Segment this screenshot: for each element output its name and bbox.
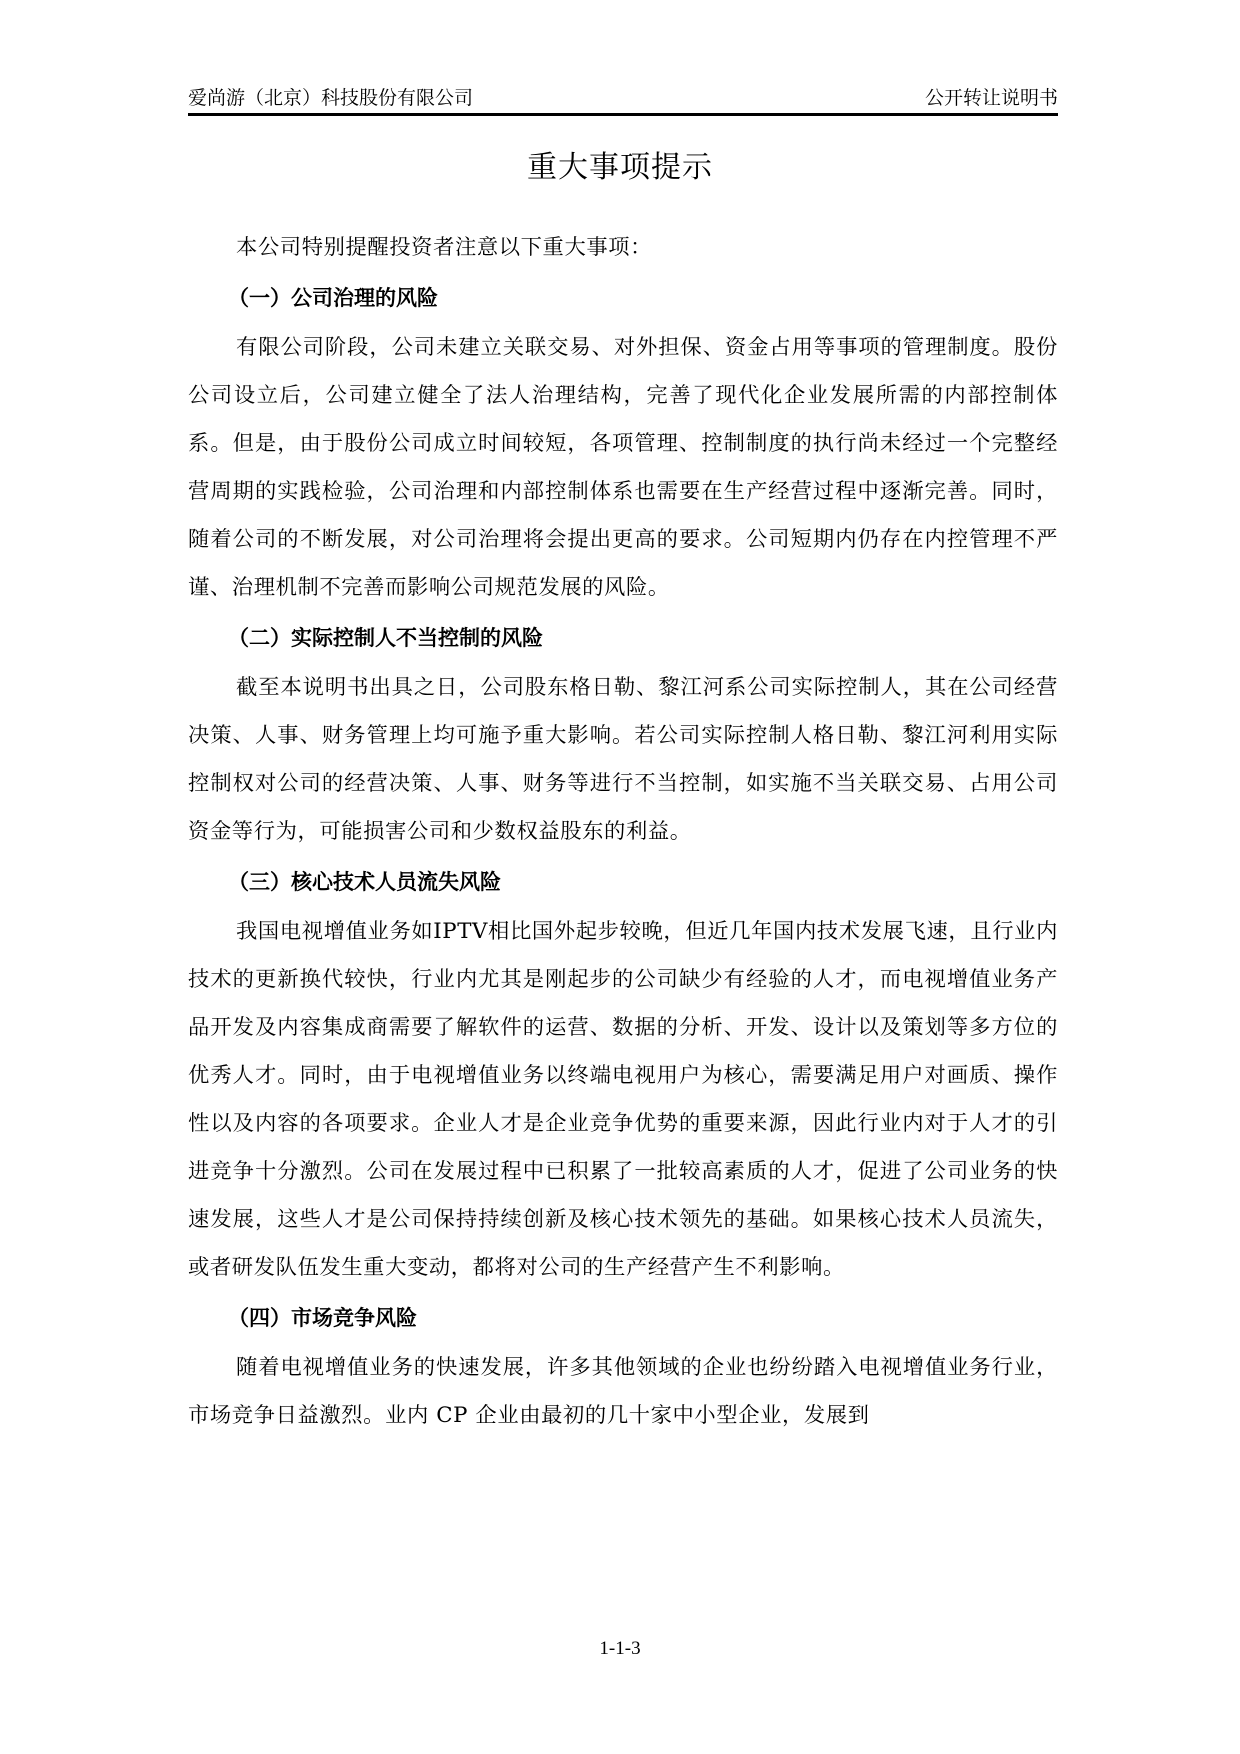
section-paragraph: 截至本说明书出具之日，公司股东格日勒、黎江河系公司实际控制人，其在公司经营决策、人事、财务管理上均可施予重大影响。若公司实际控制人格日勒、黎江河利用实际控制权对公司的经营决策、人事、财务等进行不当控制，如实施不当关联交易、占用公司资金等行为，可能损害公司和少数权益股东的利益。 <box>188 675 1058 844</box>
section-governance-risk <box>188 272 1058 612</box>
section-paragraph: 我国电视增值业务如IPTV相比国外起步较晚，但近几年国内技术发展飞速，且行业内技术的更新换代较快，行业内尤其是刚起步的公司缺少有经验的人才，而电视增值业务产品开发及内容集成商需要了解软件的运营、数据的分析、开发、设计以及策划等多方位的优秀人才。同时，由于电视增值业务以终端电视用户为核心，需要满足用户对画质、操作性以及内容的各项要求。企业人才是企业竞争优势的重要来源，因此行业内对于人才的引进竞争十分激烈。公司在发展过程中已积累了一批较高素质的人才，促进了公司业务的快速发展，这些人才是公司保持持续创新及核心技术领先的基础。如果核心技术人员流失，或者研发队伍发生重大变动，都将对公司的生产经营产生不利影响。 <box>188 919 1058 1280</box>
section-heading: （二）实际控制人不当控制的风险 <box>228 626 543 650</box>
header-document-type: 公开转让说明书 <box>924 87 1058 109</box>
page-title: 重大事项提示 <box>527 150 713 185</box>
section-heading: （三）核心技术人员流失风险 <box>228 870 501 894</box>
section-talent-loss-risk <box>188 856 1058 1292</box>
header-company-name: 爱尚游（北京）科技股份有限公司 <box>188 87 474 109</box>
section-controller-risk <box>188 612 1058 856</box>
section-heading: （一）公司治理的风险 <box>228 286 438 310</box>
page-header <box>188 78 1058 116</box>
document-body <box>188 224 1058 1440</box>
intro-paragraph: 本公司特别提醒投资者注意以下重大事项： <box>236 235 653 260</box>
section-heading: （四）市场竞争风险 <box>228 1306 417 1330</box>
section-market-competition-risk <box>188 1292 1058 1440</box>
section-paragraph: 随着电视增值业务的快速发展，许多其他领域的企业也纷纷踏入电视增值业务行业，市场竞争日益激烈。业内 CP 企业由最初的几十家中小型企业，发展到 <box>188 1355 1058 1428</box>
section-paragraph: 有限公司阶段，公司未建立关联交易、对外担保、资金占用等事项的管理制度。股份公司设立后，公司建立健全了法人治理结构，完善了现代化企业发展所需的内部控制体系。但是，由于股份公司成立时间较短，各项管理、控制制度的执行尚未经过一个完整经营周期的实践检验，公司治理和内部控制体系也需要在生产经营过程中逐渐完善。同时，随着公司的不断发展，对公司治理将会提出更高的要求。公司短期内仍存在内控管理不严谨、治理机制不完善而影响公司规范发展的风险。 <box>188 335 1058 600</box>
page-number: 1-1-3 <box>599 1638 641 1659</box>
